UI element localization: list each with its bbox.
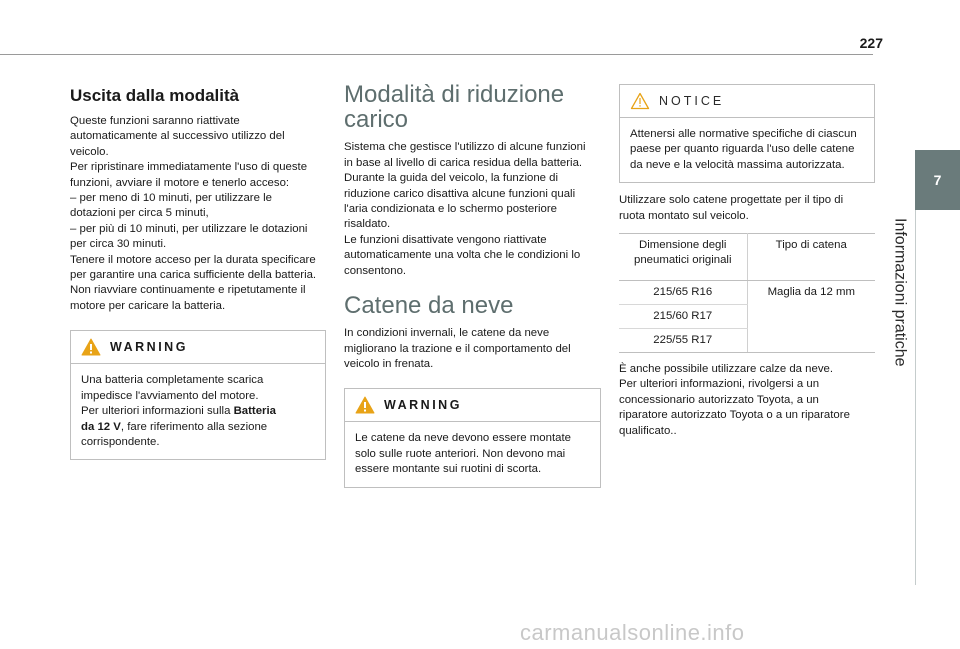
section-heading-load-reduction [344, 82, 601, 132]
notice-icon [630, 92, 650, 110]
bold-term: da 12 V [81, 420, 121, 433]
line: Utilizzare solo catene progettate per il tipo di [619, 194, 844, 207]
page-number: 227 [859, 35, 883, 51]
chapter-title-block [877, 210, 922, 410]
table-cell-tire-size: 215/65 R16 [619, 281, 747, 305]
line: Attenersi alle normative specifiche di ciascun [630, 128, 857, 140]
line: in base al livello di carica residua della batteria. [344, 156, 583, 169]
chain-size-table [619, 233, 875, 353]
warning-header [71, 331, 325, 364]
bold-term: Batteria [233, 405, 276, 418]
column-header-tire-size [619, 234, 747, 281]
header-line: pneumatici originali [633, 254, 732, 267]
warning-box-chains [344, 388, 601, 487]
section-heading-snow-chains: Catene da neve [344, 292, 514, 320]
line: Le funzioni disattivate vengono riattivate [344, 233, 547, 246]
heading-line: Modalità di riduzione [344, 81, 565, 108]
line: Per ulteriori informazioni sulla [81, 405, 234, 418]
table-cell-chain-type: Maglia da 12 mm [747, 281, 875, 353]
line: essere montante sui ruotini di scorta. [355, 463, 542, 476]
column-1 [70, 82, 326, 460]
line: concessionario autorizzato Toyota, a un [619, 393, 819, 406]
top-rule [0, 54, 873, 55]
warning-title: WARNING [110, 340, 188, 355]
line: Durante la guida del veicolo, la funzione di [344, 172, 559, 185]
line: funzioni, avviare il motore e tenerlo acceso: [70, 176, 290, 189]
warning-header [345, 389, 600, 422]
line: È anche possibile utilizzare calze da neve. [619, 363, 834, 376]
line: corrispondente. [81, 435, 160, 448]
line: per garantire una carica sufficiente della batteria. [70, 269, 317, 282]
line: Le catene da neve devono essere montate [355, 432, 571, 445]
line: impedisce l'avviamento del motore. [81, 389, 259, 402]
line: solo sulle ruote anteriori. Non devono mai [355, 447, 566, 460]
line: riparatore autorizzato Toyota o a un riparatore [619, 409, 850, 422]
line: veicolo in frenata. [344, 358, 434, 371]
line: dotazioni per circa 5 minuti, [70, 207, 209, 220]
line: Per ripristinare immediatamente l'uso di queste [70, 161, 308, 174]
line: Sistema che gestisce l'utilizzo di alcune funzioni [344, 141, 586, 154]
line: veicolo. [70, 145, 109, 158]
exit-mode-text [70, 114, 326, 314]
line: Una batteria completamente scarica [81, 374, 264, 387]
notice-box [619, 84, 875, 183]
line: qualificato.. [619, 424, 677, 437]
chapter-number: 7 [933, 172, 942, 188]
warning-body [71, 364, 325, 459]
warning-box-battery [70, 330, 326, 460]
line: – per più di 10 minuti, per utilizzare le dotazioni [70, 222, 308, 235]
line: migliorano la trazione e il comportamento del [344, 342, 571, 355]
line: l'aria condizionata e lo schermo posteriore [344, 203, 558, 215]
line: ruota montato sul veicolo. [619, 209, 749, 222]
line: per circa 30 minuti. [70, 238, 167, 251]
line: Non riavviare continuamente e ripetutamente il [70, 284, 306, 297]
line: , fare riferimento alla sezione [120, 420, 268, 433]
header-line: Dimensione degli [639, 239, 727, 252]
line: risaldato. [344, 218, 391, 231]
table-cell-tire-size: 215/60 R17 [619, 305, 747, 329]
table-header-row [619, 234, 875, 281]
table-row [619, 281, 875, 305]
column-header-chain-type: Tipo di catena [747, 234, 875, 281]
line: automaticamente al successivo utilizzo del [70, 130, 285, 143]
warning-body [345, 422, 600, 486]
chapter-tab[interactable] [915, 150, 960, 210]
snow-chains-text [344, 326, 601, 372]
chapter-title: Informazioni pratiche [891, 218, 909, 367]
notice-title: NOTICE [659, 94, 725, 108]
warning-icon [355, 396, 375, 414]
chains-outro-text [619, 362, 875, 439]
heading-line: carico [344, 106, 409, 134]
notice-body [620, 118, 874, 182]
line: consentono. [344, 264, 407, 277]
line: riduzione carico disattiva alcune funzioni quali [344, 187, 576, 200]
line: automaticamente una volta che le condizioni lo [344, 249, 581, 262]
load-reduction-text [344, 140, 601, 279]
section-heading-exit-mode: Uscita dalla modalità [70, 86, 240, 105]
table-cell-tire-size: 225/55 R17 [619, 329, 747, 353]
line: Per ulteriori informazioni, rivolgersi a un [619, 378, 820, 391]
line: paese per quanto riguarda l'uso delle catene [630, 143, 855, 156]
notice-header [620, 85, 874, 118]
line: In condizioni invernali, le catene da neve [344, 327, 550, 340]
line: – per meno di 10 minuti, per utilizzare le [70, 192, 272, 205]
column-2 [344, 82, 601, 488]
line: Tenere il motore acceso per la durata specificare [70, 253, 316, 266]
line: Queste funzioni saranno riattivate [70, 115, 240, 127]
warning-icon [81, 338, 101, 356]
line: motore per caricare la batteria. [70, 299, 226, 312]
chains-intro-text [619, 193, 875, 224]
column-3 [619, 82, 875, 439]
warning-title: WARNING [384, 398, 462, 413]
watermark[interactable]: carmanualsonline.info [520, 620, 745, 645]
line: da neve e la velocità massima autorizzata. [630, 158, 845, 171]
